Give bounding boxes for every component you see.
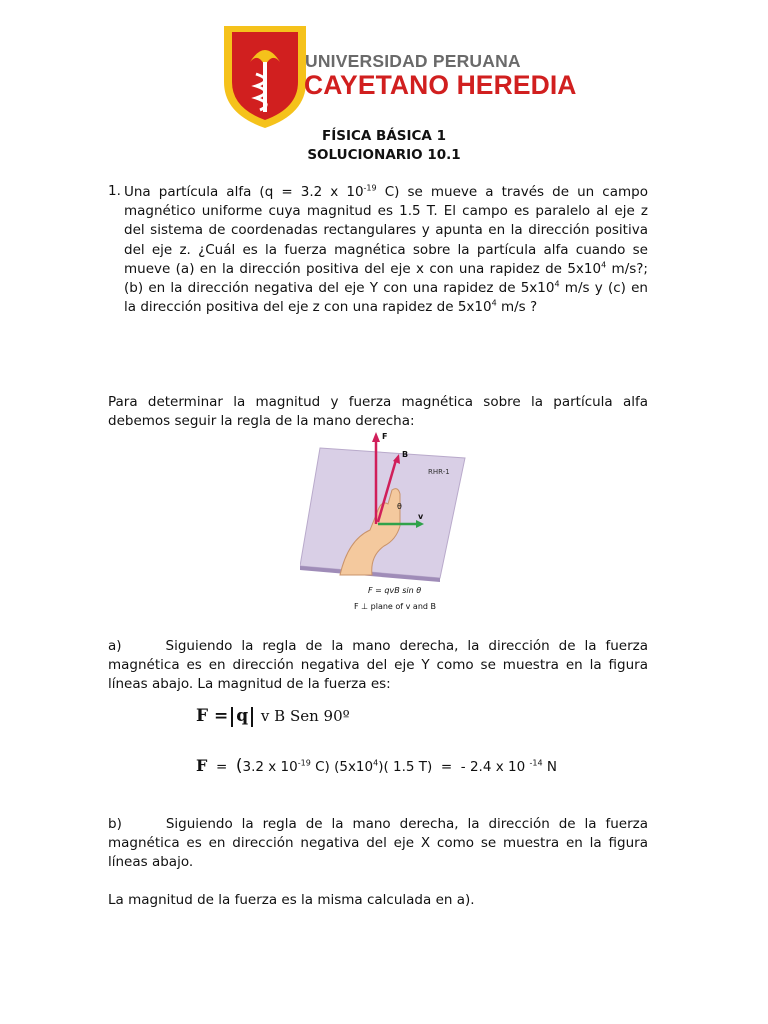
university-name-line2: CAYETANO HEREDIA (304, 70, 577, 100)
equation-1-lhs: F = (196, 706, 229, 726)
part-b-paragraph (108, 815, 648, 873)
intro-paragraph: Para determinar la magnitud y fuerza magnética sobre la partícula alfa debemos seguir la regla de la mano derecha: (108, 394, 648, 430)
part-a-text: Siguiendo la regla de la mano derecha, la dirección de la fuerza magnética es en dirección negativa del eje Y como se muestra en la figura líneas abajo. La magnitud de la fuerza es: (108, 638, 648, 693)
question-text: Una partícula alfa (q = 3.2 x $10^{-19}$ C) se mueve a través de un campo magnético uniforme cuya magnitud es 1.5 T. El campo es paralelo al eje z del sistema de coordenadas rectangulares y apunta en la dirección positiva del eje z. ¿Cuál es la fuerza magnética sobre la partícula alfa cuando se mueve (a) en la dirección positiva del eje x con una rapidez de $5x10^4$ m/s?; (b) en la dirección negativa del eje Y con una rapidez de $5x10^4$ m/s y (c) en la dirección positiva del eje z con una rapidez de $5x10^4$ m/s ? (124, 183, 648, 316)
shield-icon (220, 22, 310, 130)
velocity-label: v (418, 512, 424, 521)
rhr-label: RHR-1 (428, 468, 450, 476)
part-a-paragraph (108, 637, 648, 695)
theta-label: θ (397, 502, 402, 511)
part-b-label: b) (108, 816, 122, 832)
force-label: F (382, 432, 388, 441)
equation-2 (196, 756, 557, 776)
equation-1-rhs: v B Sen 90º (260, 707, 350, 725)
field-label: B (402, 450, 409, 459)
equation-2-eq: = (215, 759, 228, 775)
part-a-label: a) (108, 638, 122, 654)
question-number: 1. (108, 183, 121, 199)
document-subtitle: SOLUCIONARIO 10.1 (307, 147, 461, 163)
equation-1 (196, 706, 350, 727)
equation-2-lhs: F (196, 756, 208, 775)
equation-2-text: (3.2 x $10^{-19}$ C) $(5x10^4)$( 1.5 T) = - 2.4 x 10 $^{-14}$ N (235, 756, 557, 776)
figure-caption-perp: F ⊥ plane of v and B (354, 602, 437, 611)
university-name-line1: UNIVERSIDAD PERUANA (305, 51, 521, 71)
equation-1-q: q (236, 706, 249, 726)
closing-paragraph: La magnitud de la fuerza es la misma calculada en a). (108, 892, 475, 908)
right-hand-rule-figure (300, 430, 470, 618)
document-title: FÍSICA BÁSICA 1 (322, 128, 446, 144)
figure-caption-formula: F = qvB sin θ (368, 586, 422, 595)
part-b-text: Siguiendo la regla de la mano derecha, la dirección de la fuerza magnética es en dirección negativa del eje X como se muestra en la figura líneas abajo. (108, 816, 648, 871)
